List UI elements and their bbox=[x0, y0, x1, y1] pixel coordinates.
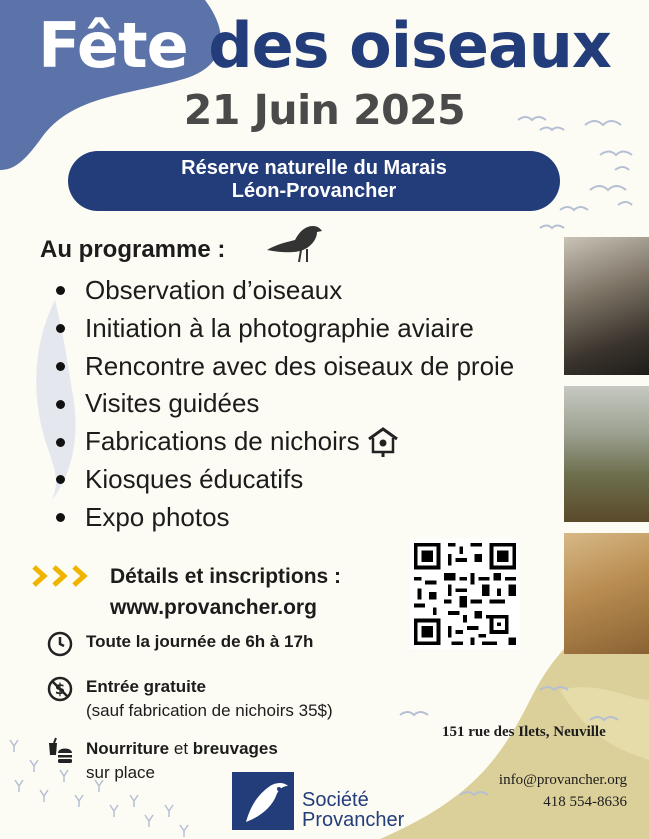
food-line-2: sur place bbox=[86, 763, 155, 782]
logo-line-2: Provancher bbox=[302, 809, 405, 831]
bullet bbox=[56, 513, 65, 522]
list-item bbox=[56, 461, 514, 499]
list-item-text: Expo photos bbox=[85, 501, 230, 532]
hours-text: Toute la journée de 6h à 17h bbox=[86, 632, 314, 651]
list-item-text: Rencontre avec des oiseaux de proie bbox=[85, 350, 515, 381]
clock-icon bbox=[46, 630, 74, 658]
list-item-text: Observation d’oiseaux bbox=[85, 275, 343, 305]
program-list bbox=[56, 272, 514, 537]
event-date: 21 Juin 2025 bbox=[183, 86, 466, 134]
bird-icon bbox=[265, 220, 325, 264]
address-text: 151 rue des Ilets, Neuville bbox=[442, 724, 606, 740]
list-item-text: Kiosques éducatifs bbox=[85, 463, 304, 494]
svg-text:$: $ bbox=[54, 680, 66, 698]
page-title bbox=[0, 6, 649, 86]
photo-owl bbox=[564, 237, 649, 375]
food-drink-icon bbox=[46, 737, 74, 765]
email-link[interactable]: info@provancher.org bbox=[498, 772, 627, 788]
bullet bbox=[56, 324, 65, 333]
dollar-icon bbox=[46, 675, 74, 703]
bullet bbox=[56, 286, 65, 295]
logo-text bbox=[302, 790, 404, 830]
list-item bbox=[56, 272, 514, 310]
bullet bbox=[56, 400, 65, 409]
website-link[interactable]: www.provancher.org bbox=[110, 596, 317, 619]
list-item-text: Initiation à la photographie aviaire bbox=[85, 312, 474, 343]
phone-text: 418 554-8636 bbox=[543, 794, 627, 810]
entry-row bbox=[46, 675, 333, 723]
birdhouse-icon bbox=[366, 426, 400, 458]
list-item-text: Visites guidées bbox=[85, 388, 260, 419]
list-item bbox=[56, 385, 514, 423]
bullet bbox=[56, 475, 65, 484]
list-item bbox=[56, 348, 514, 386]
food-bold-2: breuvages bbox=[192, 739, 278, 758]
details-heading: Détails et inscriptions : bbox=[110, 565, 342, 588]
list-item bbox=[56, 423, 514, 461]
details-block bbox=[110, 561, 341, 623]
chevrons-icon bbox=[32, 563, 94, 589]
hours-row bbox=[46, 630, 313, 658]
societe-provancher-logo bbox=[232, 772, 294, 830]
list-item-text: Fabrications de nichoirs bbox=[85, 426, 360, 457]
bullet bbox=[56, 438, 65, 447]
qr-code-icon[interactable] bbox=[410, 539, 520, 649]
title-word-oiseaux: des oiseaux bbox=[208, 9, 611, 82]
food-bold-1: Nourriture bbox=[86, 739, 170, 758]
photo-birdhouses bbox=[564, 533, 649, 654]
entry-text bbox=[86, 675, 333, 723]
list-item bbox=[56, 310, 514, 348]
food-mid: et bbox=[173, 739, 189, 758]
list-item bbox=[56, 499, 514, 537]
location-banner bbox=[68, 151, 560, 211]
entry-note: (sauf fabrication de nichoirs 35$) bbox=[86, 701, 333, 720]
banner-line-2: Léon-Provancher bbox=[231, 180, 397, 202]
title-word-fete: Fête bbox=[38, 9, 188, 82]
program-heading: Au programme : bbox=[40, 236, 226, 263]
logo-line-1: Société bbox=[302, 789, 369, 811]
photo-photographer bbox=[564, 386, 649, 522]
banner-line-1: Réserve naturelle du Marais bbox=[181, 157, 447, 179]
bullet bbox=[56, 362, 65, 371]
entry-bold: Entrée gratuite bbox=[86, 677, 206, 696]
